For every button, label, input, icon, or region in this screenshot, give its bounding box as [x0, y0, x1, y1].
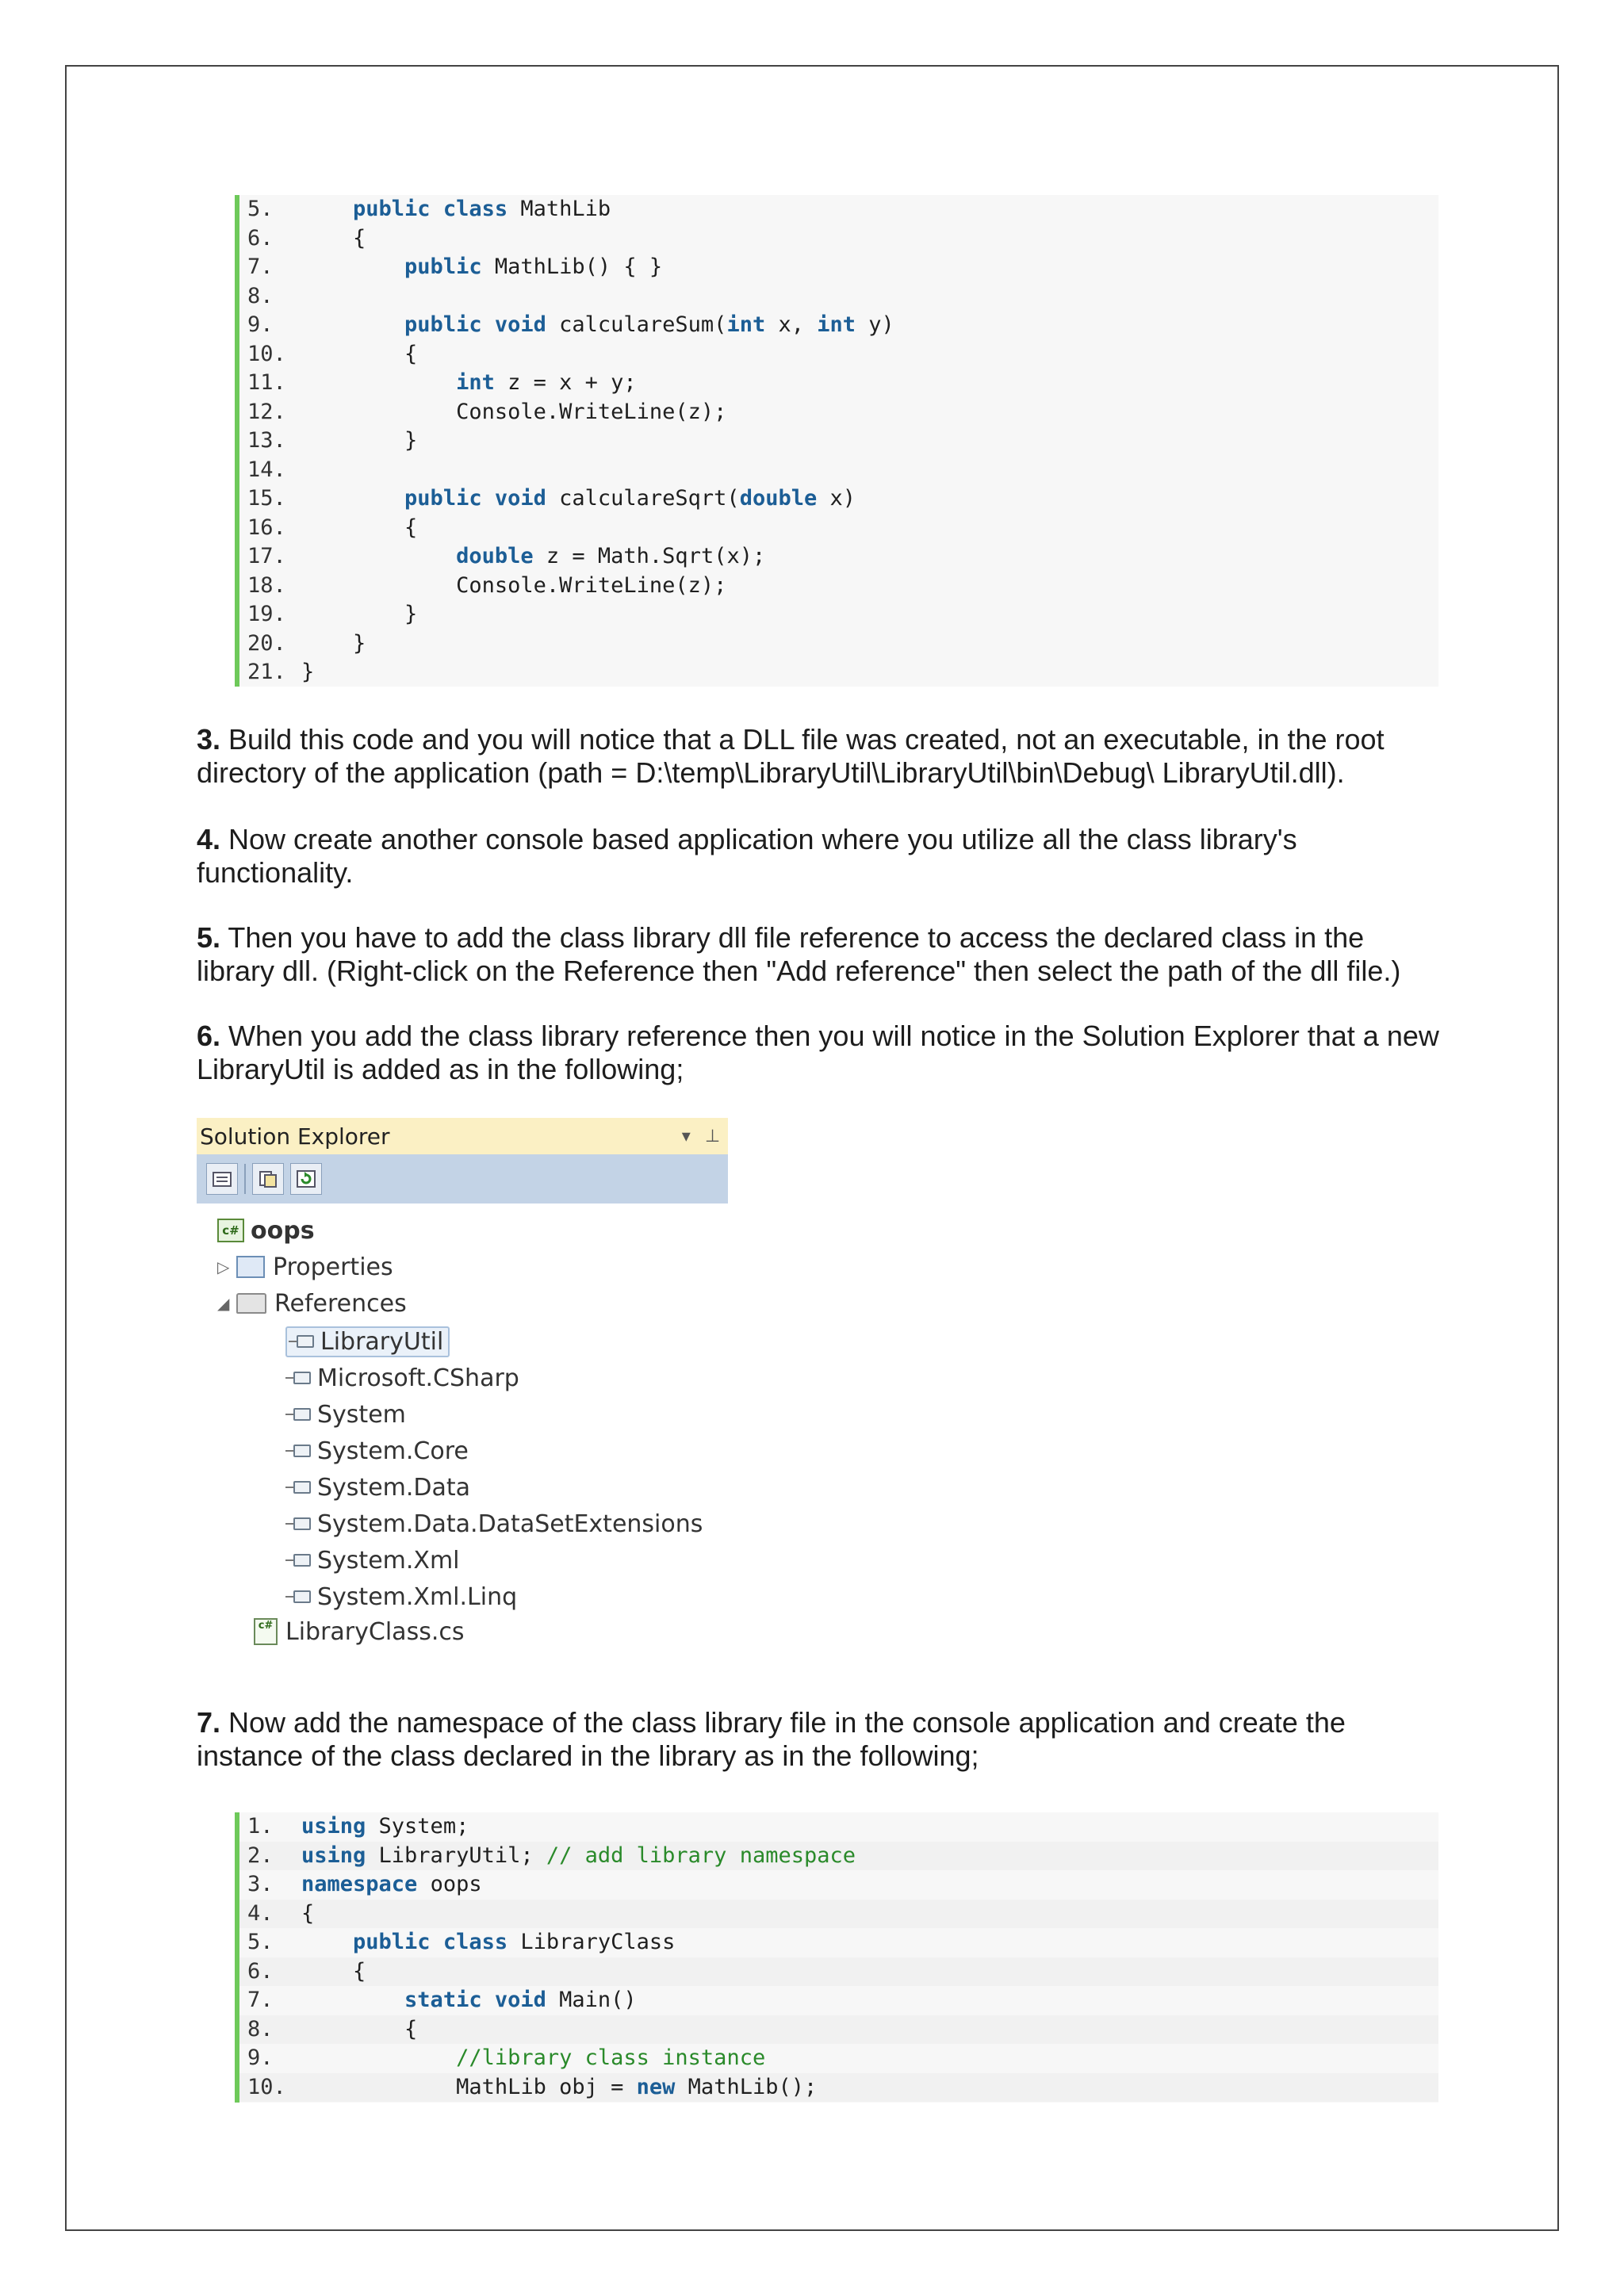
code-keyword: public void	[404, 486, 546, 511]
line-number: 4.	[247, 1900, 274, 1926]
reference-label: System.Data	[317, 1473, 471, 1502]
code-token	[301, 1988, 404, 2012]
line-number: 13.	[247, 428, 286, 453]
reference-label: System	[317, 1400, 406, 1429]
code-line	[239, 1957, 1438, 1987]
code-keyword: int	[817, 312, 856, 337]
code-text	[301, 1928, 675, 1957]
line-number: 3.	[247, 1872, 274, 1896]
tree-item-project[interactable]	[217, 1215, 315, 1246]
reference-item[interactable]	[285, 1435, 469, 1467]
code-token: LibraryUtil;	[366, 1843, 546, 1868]
code-token: MathLib obj =	[301, 2074, 637, 2099]
code-keyword: int	[726, 312, 766, 337]
line-number: 5.	[247, 1930, 274, 1954]
code-token: z = x + y;	[494, 370, 637, 395]
expand-arrow-icon[interactable]: ▷	[217, 1257, 230, 1276]
solution-explorer-titlebar	[197, 1118, 728, 1154]
code-text	[301, 2073, 817, 2103]
line-number: 7.	[247, 1988, 274, 2012]
code-token	[301, 197, 353, 221]
tree-item-label: Properties	[273, 1253, 393, 1281]
code-line	[239, 369, 1438, 398]
reference-item[interactable]	[285, 1471, 470, 1503]
toolbar-separator	[244, 1164, 246, 1194]
code-line	[239, 2015, 1438, 2045]
step-number: 5.	[197, 921, 221, 954]
code-token	[301, 370, 456, 395]
reference-label: System.Core	[317, 1437, 469, 1465]
step-number: 6.	[197, 1020, 221, 1052]
code-keyword: namespace	[301, 1872, 418, 1896]
code-text	[301, 514, 417, 543]
code-token: MathLib();	[675, 2074, 818, 2099]
step-text: Now create another console based application where you utilize all the class library's functionality.	[197, 823, 1297, 889]
code-line	[239, 1812, 1438, 1842]
code-text	[301, 542, 765, 572]
code-token: calculareSum(	[546, 312, 727, 337]
code-line	[239, 224, 1438, 254]
reference-item[interactable]	[285, 1399, 406, 1430]
code-text	[301, 311, 894, 340]
line-number: 2.	[247, 1843, 274, 1868]
refresh-icon[interactable]	[290, 1163, 322, 1195]
code-token: Console.WriteLine(z);	[301, 572, 727, 598]
tree-item-label: LibraryClass.cs	[285, 1617, 465, 1646]
code-line	[239, 340, 1438, 369]
assembly-reference-icon	[285, 1554, 311, 1567]
step-3-paragraph	[197, 723, 1450, 790]
tree-item-label: References	[274, 1289, 407, 1318]
code-token: {	[301, 515, 418, 540]
csharp-file-icon: c#	[254, 1618, 278, 1645]
line-number: 9.	[247, 2045, 274, 2070]
code-keyword: double	[739, 486, 818, 511]
line-number: 7.	[247, 254, 274, 279]
reference-label: System.Xml.Linq	[317, 1582, 518, 1611]
solution-explorer-screenshot	[197, 1118, 728, 1657]
line-number: 8.	[247, 2016, 274, 2042]
code-text	[301, 195, 611, 224]
code-text	[301, 2044, 765, 2073]
csharp-project-icon: c#	[217, 1219, 244, 1242]
solution-explorer-toolbar	[197, 1154, 728, 1203]
code-keyword: public class	[353, 1930, 508, 1954]
code-keyword: public class	[353, 197, 508, 221]
assembly-reference-icon	[285, 1408, 311, 1421]
tree-item-properties[interactable]	[217, 1251, 393, 1283]
step-number: 4.	[197, 823, 221, 855]
code-token: }	[301, 428, 418, 453]
line-number: 5.	[247, 197, 274, 221]
code-token	[301, 254, 404, 279]
code-line	[239, 195, 1438, 224]
code-line	[239, 253, 1438, 282]
step-5-paragraph	[197, 921, 1450, 988]
code-keyword: int	[456, 370, 495, 395]
line-number: 12.	[247, 399, 286, 424]
assembly-reference-icon	[285, 1372, 311, 1384]
code-line	[239, 572, 1438, 601]
code-line	[239, 658, 1438, 687]
code-token: }	[301, 660, 315, 684]
line-number: 9.	[247, 312, 274, 337]
code-text	[301, 1842, 856, 1871]
folder-open-icon	[236, 1293, 266, 1314]
code-token	[301, 486, 404, 511]
code-token: z = Math.Sqrt(x);	[533, 544, 766, 568]
assembly-reference-icon	[289, 1335, 314, 1348]
line-number: 21.	[247, 660, 286, 684]
code-text	[301, 629, 366, 659]
code-token: oops	[417, 1872, 482, 1896]
code-line	[239, 1928, 1438, 1957]
code-token: LibraryClass	[508, 1930, 676, 1954]
step-text: When you add the class library reference then you will notice in the Solution Explorer that a new LibraryUtil is added as in the following;	[197, 1020, 1439, 1085]
code-line	[239, 311, 1438, 340]
reference-item[interactable]	[285, 1508, 703, 1540]
reference-item[interactable]	[285, 1326, 450, 1357]
code-text	[301, 484, 856, 514]
code-token: }	[301, 602, 418, 626]
line-number: 11.	[247, 370, 286, 395]
code-line	[239, 1900, 1438, 1929]
code-text	[301, 1812, 469, 1842]
step-text: Build this code and you will notice that a DLL file was created, not an executable, in the root directory of the application (path = D:\temp\LibraryUtil\LibraryUtil\bin\Debug\ LibraryUtil.dll).	[197, 723, 1385, 789]
step-number: 3.	[197, 723, 221, 756]
line-number: 8.	[247, 283, 274, 308]
code-text	[301, 1957, 366, 1987]
assembly-reference-icon	[285, 1517, 311, 1530]
code-token: x)	[817, 486, 856, 511]
code-token	[301, 1930, 353, 1954]
code-block-mathlib	[235, 195, 1438, 687]
code-text	[301, 369, 637, 398]
solution-explorer-title: Solution Explorer	[200, 1123, 390, 1150]
code-line	[239, 514, 1438, 543]
code-token: calculareSqrt(	[546, 486, 740, 511]
code-text	[301, 1900, 314, 1929]
line-number: 14.	[247, 457, 286, 482]
code-token: System;	[366, 1814, 469, 1839]
line-number: 10.	[247, 341, 286, 366]
code-text	[301, 600, 417, 629]
code-text	[301, 1870, 482, 1900]
assembly-reference-icon	[285, 1590, 311, 1603]
code-token: Main()	[546, 1988, 637, 2012]
reference-label: LibraryUtil	[320, 1327, 444, 1356]
code-keyword: public void	[404, 312, 546, 337]
code-line	[239, 282, 1438, 312]
code-text	[301, 340, 417, 369]
step-7-paragraph	[197, 1706, 1450, 1773]
code-text	[301, 398, 726, 427]
code-line	[239, 456, 1438, 485]
line-number: 1.	[247, 1814, 274, 1839]
line-number: 6.	[247, 1958, 274, 1984]
code-line	[239, 600, 1438, 629]
code-token	[301, 544, 456, 568]
reference-label: System.Xml	[317, 1546, 460, 1575]
dropdown-arrow-icon[interactable]: ▾	[681, 1126, 691, 1146]
code-text	[301, 427, 417, 456]
code-line	[239, 1986, 1438, 2015]
reference-label: System.Data.DataSetExtensions	[317, 1510, 703, 1538]
show-all-files-icon[interactable]	[252, 1163, 284, 1195]
assembly-reference-icon	[285, 1445, 311, 1457]
step-4-paragraph	[197, 823, 1450, 890]
code-token	[301, 2045, 456, 2070]
line-number: 19.	[247, 602, 286, 626]
line-number: 20.	[247, 630, 286, 656]
collapse-arrow-icon[interactable]: ◢	[217, 1294, 230, 1313]
code-keyword: double	[456, 544, 534, 568]
code-text	[301, 1986, 637, 2015]
reference-item[interactable]	[285, 1581, 517, 1613]
code-keyword: using	[301, 1814, 366, 1839]
code-comment: //library class instance	[456, 2045, 766, 2070]
code-line	[239, 1870, 1438, 1900]
tree-item-references[interactable]	[217, 1288, 407, 1319]
pin-icon[interactable]: ⊥	[704, 1126, 720, 1146]
code-token	[301, 312, 404, 337]
code-line	[239, 1842, 1438, 1871]
properties-button-icon[interactable]	[206, 1163, 238, 1195]
reference-item[interactable]	[285, 1362, 519, 1394]
line-number: 15.	[247, 486, 286, 511]
project-label: oops	[251, 1216, 315, 1245]
code-line	[239, 427, 1438, 456]
line-number: 6.	[247, 225, 274, 251]
code-token: {	[301, 2016, 418, 2042]
code-line	[239, 542, 1438, 572]
code-token: {	[301, 225, 366, 251]
code-token: MathLib	[508, 197, 611, 221]
code-line	[239, 484, 1438, 514]
line-number: 17.	[247, 544, 286, 568]
code-token: {	[301, 341, 418, 366]
code-keyword: public	[404, 254, 482, 279]
step-text: Now add the namespace of the class library file in the console application and create the instance of the class declared in the library as in the following;	[197, 1706, 1346, 1772]
code-token: Console.WriteLine(z);	[301, 399, 727, 424]
code-text	[301, 224, 366, 254]
code-text	[301, 2015, 417, 2045]
code-block-libraryclass	[235, 1812, 1438, 2103]
code-line	[239, 2073, 1438, 2103]
code-line	[239, 629, 1438, 659]
code-token: y)	[856, 312, 894, 337]
line-number: 10.	[247, 2074, 286, 2099]
code-token: x,	[765, 312, 818, 337]
code-text	[301, 658, 314, 687]
code-comment: // add library namespace	[546, 1843, 856, 1868]
properties-icon	[236, 1256, 265, 1278]
code-keyword: static void	[404, 1988, 546, 2012]
code-token: {	[301, 1958, 366, 1984]
code-keyword: new	[636, 2074, 676, 2099]
reference-item[interactable]	[285, 1544, 460, 1576]
step-text: Then you have to add the class library dll file reference to access the declared class in the library dll. (Right-click on the Reference then "Add reference" then select the path of the dll file.)	[197, 921, 1401, 987]
reference-label: Microsoft.CSharp	[317, 1364, 519, 1392]
code-token: MathLib() { }	[481, 254, 663, 279]
tree-item-file[interactable]	[254, 1616, 464, 1647]
code-text	[301, 572, 726, 601]
step-6-paragraph	[197, 1020, 1450, 1086]
assembly-reference-icon	[285, 1481, 311, 1494]
code-token: {	[301, 1900, 315, 1926]
line-number: 18.	[247, 572, 286, 598]
code-line	[239, 398, 1438, 427]
step-number: 7.	[197, 1706, 221, 1739]
code-keyword: using	[301, 1843, 366, 1868]
line-number: 16.	[247, 515, 286, 540]
code-line	[239, 2044, 1438, 2073]
code-token: }	[301, 630, 366, 656]
code-text	[301, 253, 662, 282]
